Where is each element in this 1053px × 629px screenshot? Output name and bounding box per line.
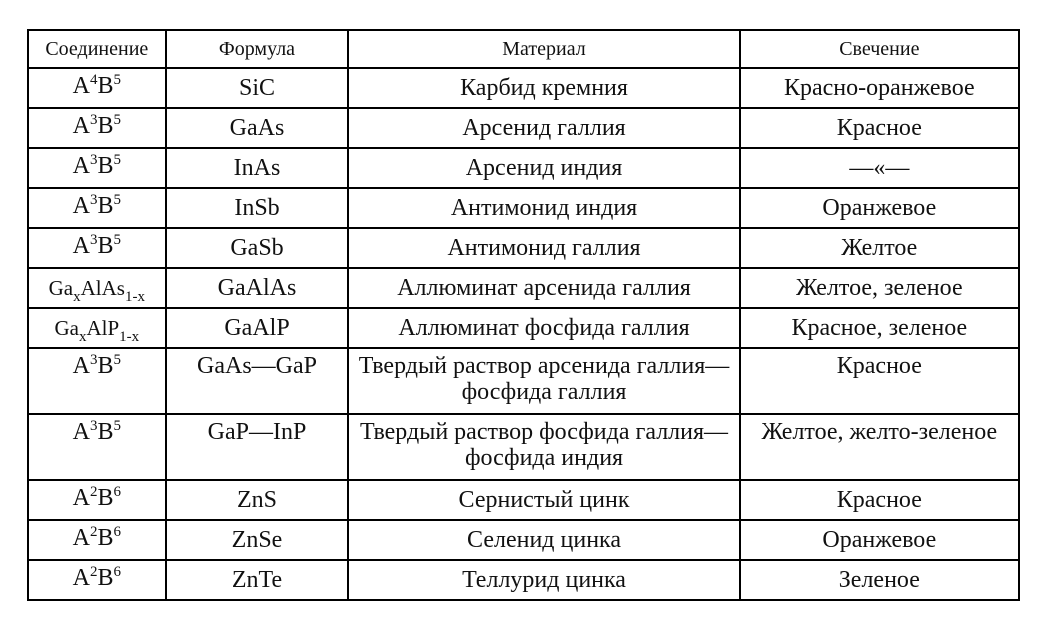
material-cell: Теллурид цинка — [348, 560, 739, 600]
glow-cell: Зеленое — [740, 560, 1019, 600]
material-cell: Аллюминат фосфида галлия — [348, 308, 739, 348]
glow-cell: Желтое, зеленое — [740, 268, 1019, 308]
compound-cell: $Ga_xAlP_{1-x}$ — [28, 308, 166, 348]
glow-cell: Красное — [740, 480, 1019, 520]
formula-cell: InAs — [166, 148, 349, 188]
compound-cell: $A^3B^5$ — [28, 148, 166, 188]
header-compound: Соединение — [28, 30, 166, 68]
glow-cell: Оранжевое — [740, 520, 1019, 560]
table-row — [28, 308, 1019, 348]
glow-cell: Оранжевое — [740, 188, 1019, 228]
table-header-row — [28, 30, 1019, 68]
glow-cell: Красно-оранжевое — [740, 68, 1019, 108]
compound-cell: $A^2B^6$ — [28, 560, 166, 600]
compound-cell: $A^3B^5$ — [28, 108, 166, 148]
material-cell: Сернистый цинк — [348, 480, 739, 520]
formula-cell: GaAlAs — [166, 268, 349, 308]
compound-cell: $A^4B^5$ — [28, 68, 166, 108]
formula-cell: GaAs—GaP — [166, 348, 349, 414]
glow-cell: Желтое — [740, 228, 1019, 268]
compound-cell: $A^3B^5$ — [28, 228, 166, 268]
compound-cell: $A^3B^5$ — [28, 188, 166, 228]
compound-cell: $A^3B^5$ — [28, 348, 166, 414]
cropped-top-text-fragment — [820, 0, 1030, 8]
compound-cell: $A^3B^5$ — [28, 414, 166, 480]
header-formula: Формула — [166, 30, 349, 68]
table-row — [28, 520, 1019, 560]
table-row — [28, 108, 1019, 148]
formula-cell: ZnS — [166, 480, 349, 520]
glow-cell: Красное — [740, 348, 1019, 414]
header-glow: Свечение — [740, 30, 1019, 68]
glow-cell: Красное, зеленое — [740, 308, 1019, 348]
compound-cell: $A^2B^6$ — [28, 520, 166, 560]
formula-cell: InSb — [166, 188, 349, 228]
compound-cell: $A^2B^6$ — [28, 480, 166, 520]
compound-cell: $Ga_xAlAs_{1-x}$ — [28, 268, 166, 308]
glow-cell: Желтое, желто-зеленое — [740, 414, 1019, 480]
table-row — [28, 68, 1019, 108]
glow-cell: Красное — [740, 108, 1019, 148]
header-material: Материал — [348, 30, 739, 68]
formula-cell: GaSb — [166, 228, 349, 268]
formula-cell: GaP—InP — [166, 414, 349, 480]
material-cell: Арсенид индия — [348, 148, 739, 188]
glow-cell: —«— — [740, 148, 1019, 188]
semiconductor-table-container — [27, 29, 1020, 601]
table-row — [28, 148, 1019, 188]
table-row — [28, 228, 1019, 268]
table-row — [28, 480, 1019, 520]
table-row — [28, 348, 1019, 414]
formula-cell: GaAlP — [166, 308, 349, 348]
material-cell: Карбид кремния — [348, 68, 739, 108]
material-cell: Селенид цинка — [348, 520, 739, 560]
table-row — [28, 188, 1019, 228]
material-cell: Антимонид индия — [348, 188, 739, 228]
material-cell: Твердый раствор арсенида галлия—фосфида галлия — [348, 348, 739, 414]
formula-cell: GaAs — [166, 108, 349, 148]
formula-cell: SiC — [166, 68, 349, 108]
material-cell: Арсенид галлия — [348, 108, 739, 148]
material-cell: Антимонид галлия — [348, 228, 739, 268]
semiconductor-luminescence-table — [27, 29, 1020, 601]
table-row — [28, 268, 1019, 308]
formula-cell: ZnSe — [166, 520, 349, 560]
material-cell: Твердый раствор фосфида галлия—фосфида индия — [348, 414, 739, 480]
material-cell: Аллюминат арсенида галлия — [348, 268, 739, 308]
formula-cell: ZnTe — [166, 560, 349, 600]
table-row — [28, 560, 1019, 600]
table-row — [28, 414, 1019, 480]
